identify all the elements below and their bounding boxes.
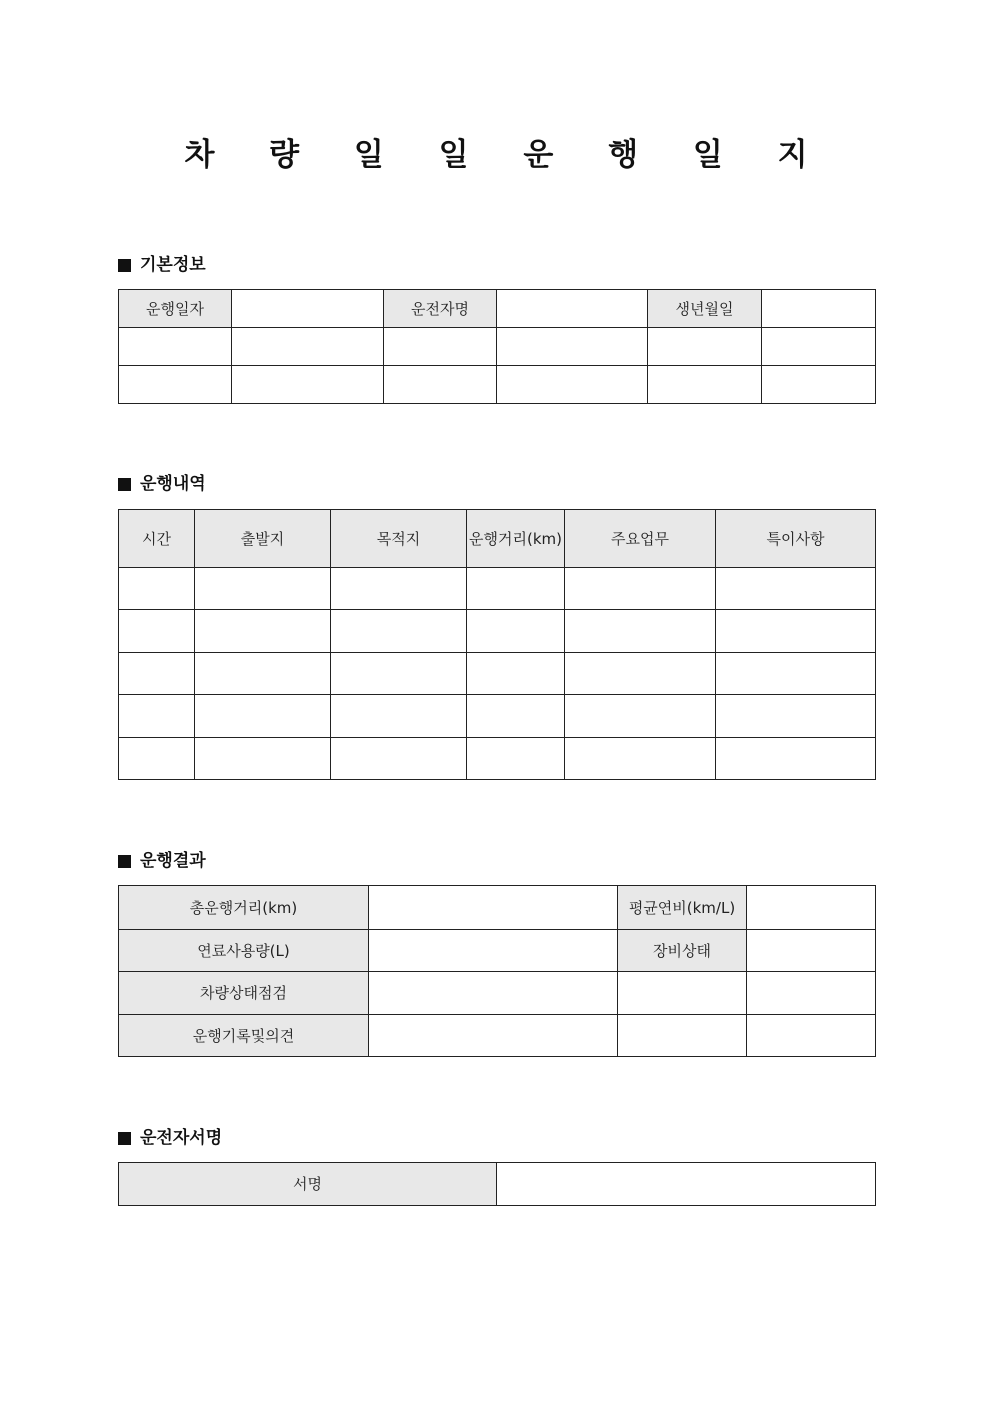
table-cell[interactable] xyxy=(331,653,467,695)
section-heading-basic xyxy=(118,253,206,277)
table-row xyxy=(119,610,876,653)
table-cell[interactable] xyxy=(331,568,467,610)
total-distance-label: 총운행거리(km) xyxy=(119,886,369,930)
document-title: 차 량 일 일 운 행 일 지 xyxy=(184,137,830,173)
driver-name-field[interactable] xyxy=(497,290,648,328)
table-row xyxy=(119,695,876,738)
drive-log-table xyxy=(118,509,876,780)
table-cell[interactable] xyxy=(716,568,876,610)
column-header-destination: 목적지 xyxy=(331,510,467,568)
avg-fuel-efficiency-field[interactable] xyxy=(747,886,876,930)
signature-table xyxy=(118,1162,876,1206)
table-cell[interactable] xyxy=(119,568,195,610)
table-cell[interactable] xyxy=(195,568,331,610)
table-cell[interactable] xyxy=(232,366,384,404)
signature-label: 서명 xyxy=(119,1163,497,1206)
total-distance-field[interactable] xyxy=(369,886,618,930)
vehicle-inspection-label: 차량상태점검 xyxy=(119,972,369,1015)
table-cell[interactable] xyxy=(648,366,762,404)
basic-info-table xyxy=(118,289,876,404)
table-cell[interactable] xyxy=(195,695,331,738)
table-row xyxy=(119,366,876,404)
section-title: 운전자서명 xyxy=(140,1128,223,1148)
table-cell[interactable] xyxy=(119,328,232,366)
driver-name-label: 운전자명 xyxy=(384,290,497,328)
column-header-origin: 출발지 xyxy=(195,510,331,568)
table-cell[interactable] xyxy=(331,610,467,653)
table-cell[interactable] xyxy=(232,328,384,366)
section-heading-log xyxy=(118,472,206,496)
table-cell[interactable] xyxy=(497,366,648,404)
drive-date-field[interactable] xyxy=(232,290,384,328)
table-cell[interactable] xyxy=(716,610,876,653)
table-row xyxy=(119,972,876,1015)
drive-notes-field[interactable] xyxy=(369,1015,618,1057)
table-cell[interactable] xyxy=(195,653,331,695)
drive-result-table xyxy=(118,885,876,1057)
table-row xyxy=(119,290,876,328)
section-title: 운행내역 xyxy=(140,474,206,494)
square-bullet-icon xyxy=(118,478,131,491)
equipment-status-label: 장비상태 xyxy=(618,930,747,972)
table-cell[interactable] xyxy=(331,695,467,738)
table-cell[interactable] xyxy=(119,738,195,780)
table-row xyxy=(119,738,876,780)
table-cell[interactable] xyxy=(384,328,497,366)
table-cell[interactable] xyxy=(467,738,565,780)
table-row xyxy=(119,1015,876,1057)
table-row xyxy=(119,328,876,366)
table-cell[interactable] xyxy=(716,653,876,695)
birth-date-field[interactable] xyxy=(762,290,876,328)
table-cell[interactable] xyxy=(331,738,467,780)
table-cell[interactable] xyxy=(119,695,195,738)
table-cell[interactable] xyxy=(762,328,876,366)
table-cell[interactable] xyxy=(467,653,565,695)
table-cell[interactable] xyxy=(384,366,497,404)
table-cell[interactable] xyxy=(565,653,716,695)
table-row xyxy=(119,568,876,610)
table-cell[interactable] xyxy=(762,366,876,404)
avg-fuel-efficiency-label: 평균연비(km/L) xyxy=(618,886,747,930)
section-heading-result xyxy=(118,849,206,873)
table-row xyxy=(119,930,876,972)
table-cell[interactable] xyxy=(565,568,716,610)
table-cell[interactable] xyxy=(716,738,876,780)
table-cell[interactable] xyxy=(716,695,876,738)
column-header-remarks: 특이사항 xyxy=(716,510,876,568)
table-row xyxy=(119,653,876,695)
table-cell[interactable] xyxy=(467,568,565,610)
table-cell[interactable] xyxy=(467,610,565,653)
table-cell[interactable] xyxy=(565,738,716,780)
table-cell[interactable] xyxy=(195,610,331,653)
table-cell[interactable] xyxy=(565,610,716,653)
table-cell[interactable] xyxy=(618,972,747,1015)
column-header-distance: 운행거리(km) xyxy=(467,510,565,568)
table-cell[interactable] xyxy=(618,1015,747,1057)
table-cell[interactable] xyxy=(565,695,716,738)
section-heading-signature xyxy=(118,1126,222,1150)
square-bullet-icon xyxy=(118,259,131,272)
section-title: 운행결과 xyxy=(140,851,206,871)
vehicle-inspection-field[interactable] xyxy=(369,972,618,1015)
column-header-main-task: 주요업무 xyxy=(565,510,716,568)
table-row xyxy=(119,1163,876,1206)
column-header-time: 시간 xyxy=(119,510,195,568)
square-bullet-icon xyxy=(118,1132,131,1145)
table-cell[interactable] xyxy=(747,972,876,1015)
fuel-usage-label: 연료사용량(L) xyxy=(119,930,369,972)
table-cell[interactable] xyxy=(119,653,195,695)
table-header-row xyxy=(119,510,876,568)
table-cell[interactable] xyxy=(747,1015,876,1057)
drive-date-label: 운행일자 xyxy=(119,290,232,328)
square-bullet-icon xyxy=(118,855,131,868)
table-cell[interactable] xyxy=(119,366,232,404)
table-cell[interactable] xyxy=(648,328,762,366)
table-cell[interactable] xyxy=(467,695,565,738)
section-title: 기본정보 xyxy=(140,255,206,275)
signature-field[interactable] xyxy=(497,1163,876,1206)
drive-notes-label: 운행기록및의견 xyxy=(119,1015,369,1057)
table-cell[interactable] xyxy=(195,738,331,780)
equipment-status-field[interactable] xyxy=(747,930,876,972)
table-cell[interactable] xyxy=(119,610,195,653)
table-row xyxy=(119,886,876,930)
birth-date-label: 생년월일 xyxy=(648,290,762,328)
table-cell[interactable] xyxy=(497,328,648,366)
fuel-usage-field[interactable] xyxy=(369,930,618,972)
